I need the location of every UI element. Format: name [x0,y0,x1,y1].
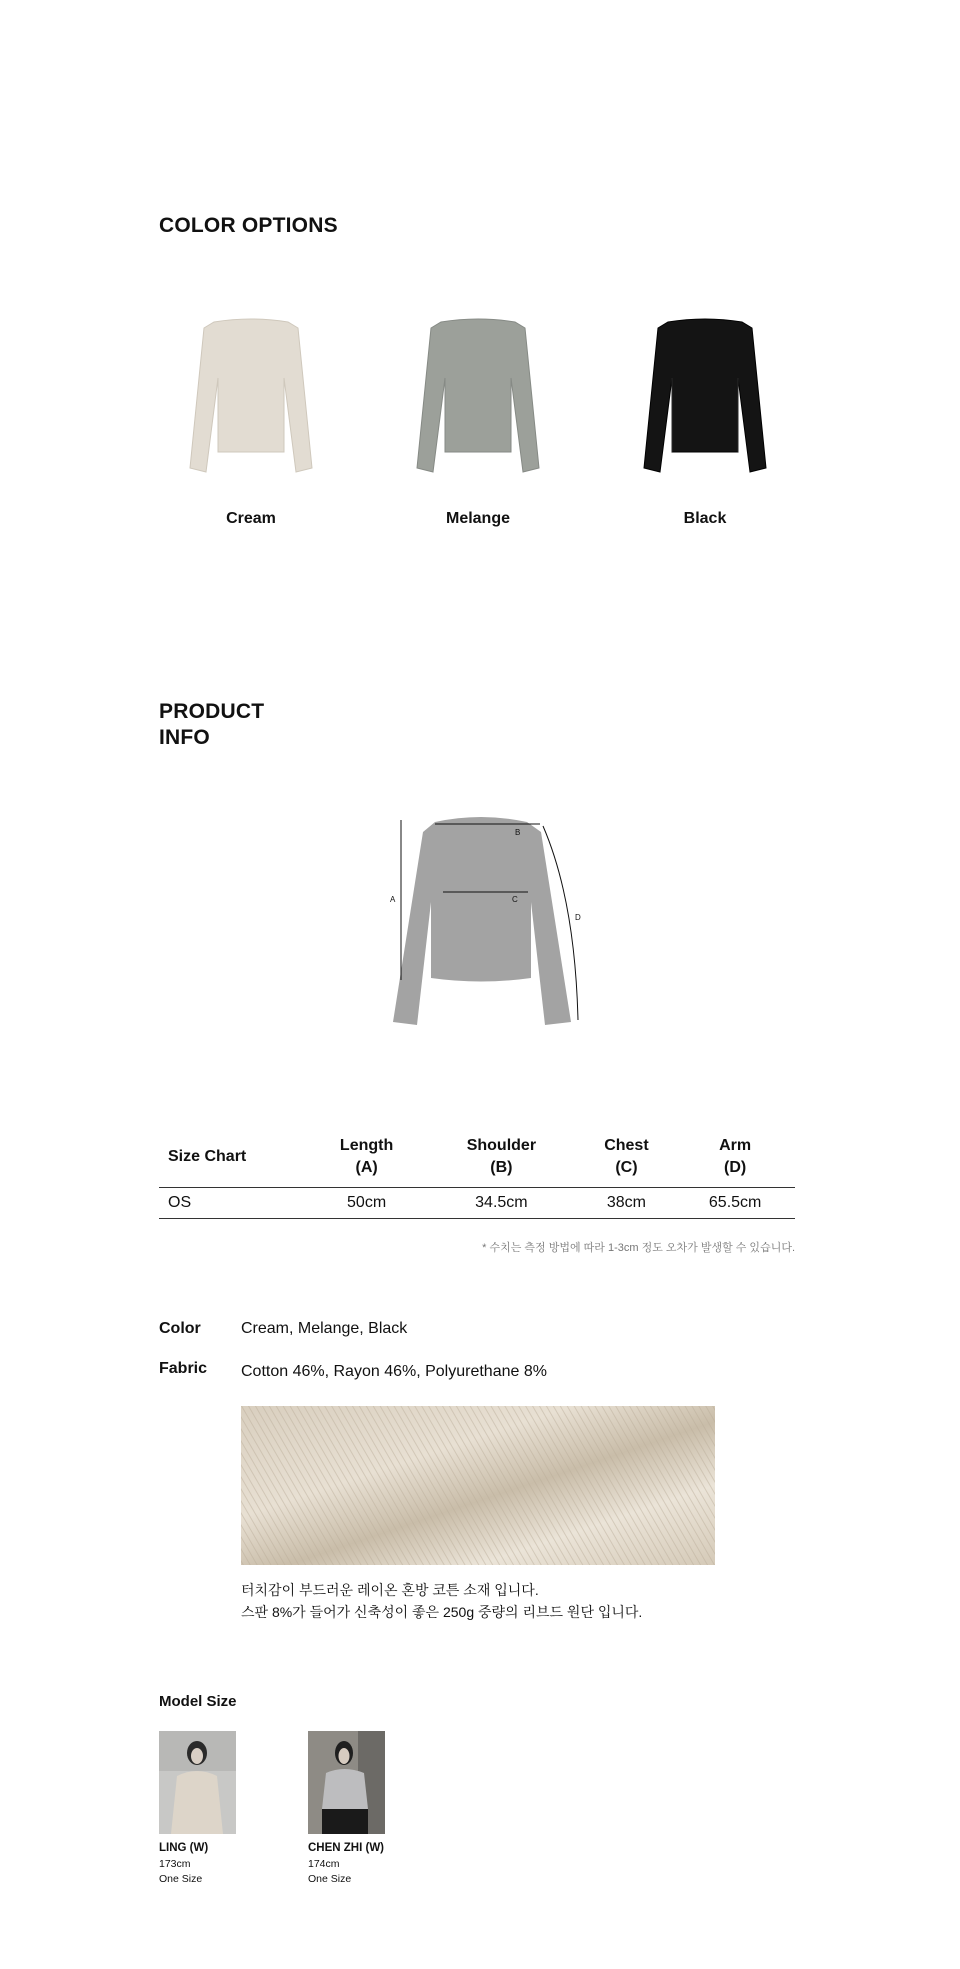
cell-size: OS [159,1188,308,1219]
table-row [159,1188,795,1219]
color-option-black[interactable] [615,318,795,528]
cell-arm: 65.5cm [675,1188,795,1219]
black-top-image [640,318,770,476]
color-option-cream[interactable] [161,318,341,528]
label-a: A [390,895,396,904]
header-size-chart: Size Chart [168,1148,247,1165]
model-height: 173cm [159,1858,191,1870]
model-size: One Size [159,1873,203,1885]
color-option-label: Black [683,510,727,527]
fabric-spec-label: Fabric [159,1360,208,1377]
color-spec-value: Cream, Melange, Black [241,1320,408,1337]
model-photo [159,1731,236,1834]
color-option-label: Melange [445,510,510,527]
color-option-label: Cream [226,510,276,527]
header-chest: Chest (C) [604,1137,649,1176]
model-name: LING (W) [159,1842,209,1854]
model-photo [308,1731,385,1834]
model-size: One Size [308,1873,352,1885]
fabric-spec-value: Cotton 46%, Rayon 46%, Polyurethane 8% [241,1363,547,1380]
product-info-title: PRODUCT INFO [159,700,265,749]
color-options-title: COLOR OPTIONS [159,214,338,237]
model-height: 174cm [308,1858,340,1870]
size-chart-header-row [159,1129,795,1188]
fabric-description: 터치감이 부드러운 레이온 혼방 코튼 소재 입니다. 스판 8%가 들어가 신축성이 좋은 250g 중량의 리브드 원단 입니다. [241,1582,643,1620]
cell-chest: 38cm [578,1188,676,1219]
melange-top-image [413,318,543,476]
measurement-note: * 수치는 측정 방법에 따라 1-3cm 정도 오차가 발생할 수 있습니다. [482,1242,795,1254]
color-spec-label: Color [159,1320,201,1337]
label-b: B [515,828,521,837]
model-card [308,1731,385,1887]
header-length: Length (A) [339,1137,394,1176]
cream-top-image [186,318,316,476]
fabric-texture-image [241,1406,715,1565]
model-size-title: Model Size [159,1693,237,1710]
measurement-diagram [385,810,585,1030]
size-chart-table [159,1129,795,1219]
label-c: C [512,895,518,904]
model-card [159,1731,236,1887]
header-arm: Arm (D) [719,1137,752,1176]
model-name: CHEN ZHI (W) [308,1842,385,1854]
header-shoulder: Shoulder (B) [466,1137,537,1176]
cell-shoulder: 34.5cm [425,1188,577,1219]
cell-length: 50cm [308,1188,425,1219]
color-option-melange[interactable] [388,318,568,528]
label-d: D [575,913,581,922]
